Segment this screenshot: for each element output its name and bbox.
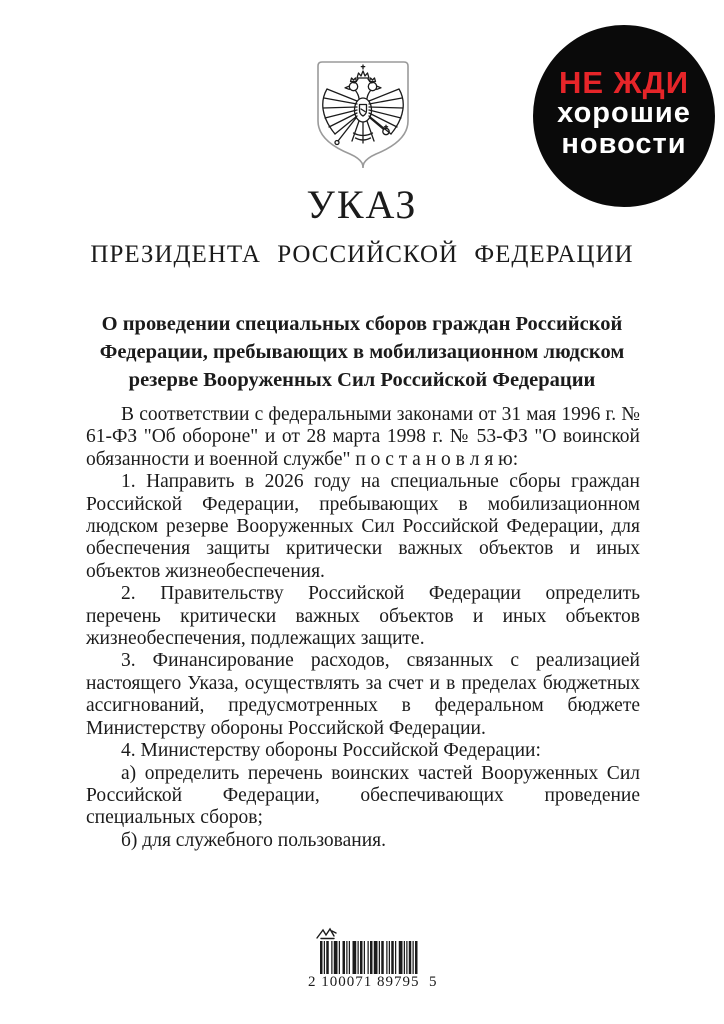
paragraph-item-3: 3. Финансирование расходов, связанных с реализацией настоящего Указа, осуществлять за счет и в пределах бюджетных ассигнований, предусмотренных в федеральном бюджете Министерству обороны Российской Федерации. — [86, 650, 640, 739]
heading-line: Федерации, пребывающих в мобилизационном людском — [99, 341, 625, 363]
paragraph-item-1: 1. Направить в 2026 году на специальные сборы граждан Российской Федерации, пребывающих в мобилизационном людском резерве Вооруженных Сил Российской Федерации, для обеспечения защиты критически важных объектов и иных объектов жизнеобеспечения. — [86, 471, 640, 582]
paragraph-intro: В соответствии с федеральными законами от 31 мая 1996 г. № 61-ФЗ "Об обороне" и от 28 марта 1998 г. № 53-ФЗ "О воинской обязанности и военной службе" п о с т а н о в л я ю: — [86, 404, 640, 470]
barcode-digits: 2 100071 89795 5 — [308, 974, 438, 990]
paragraph-item-4a: а) определить перечень воинских частей Вооруженных Сил Российской Федерации, обеспечивающих проведение специальных сборов; — [86, 762, 640, 829]
heading-line: О проведении специальных сборов граждан Российской — [101, 313, 623, 335]
decree-body — [86, 404, 640, 852]
barcode-bars — [320, 941, 420, 974]
badge-line-1: НЕ ЖДИ — [558, 64, 690, 100]
decree-subject-heading — [0, 310, 724, 394]
paragraph-item-4b: б) для служебного пользования. — [121, 829, 386, 851]
badge-line-2: хорошие — [557, 96, 691, 129]
stamp-mark-icon — [314, 926, 342, 941]
decree-title: УКАЗ — [306, 182, 418, 227]
barcode — [308, 926, 438, 998]
decree-subtitle: ПРЕЗИДЕНТА РОССИЙСКОЙ ФЕДЕРАЦИИ — [90, 241, 634, 268]
paragraph-item-4: 4. Министерству обороны Российской Федерации: — [121, 740, 541, 762]
coat-of-arms-icon — [310, 59, 416, 171]
heading-line: резерве Вооруженных Сил Российской Федерации — [128, 369, 596, 391]
paragraph-item-2: 2. Правительству Российской Федерации определить перечень критически важных объектов и иных объектов жизнеобеспечения, подлежащих защите. — [86, 583, 640, 650]
badge-line-3: новости — [561, 127, 687, 160]
news-sticker-badge — [533, 25, 715, 207]
